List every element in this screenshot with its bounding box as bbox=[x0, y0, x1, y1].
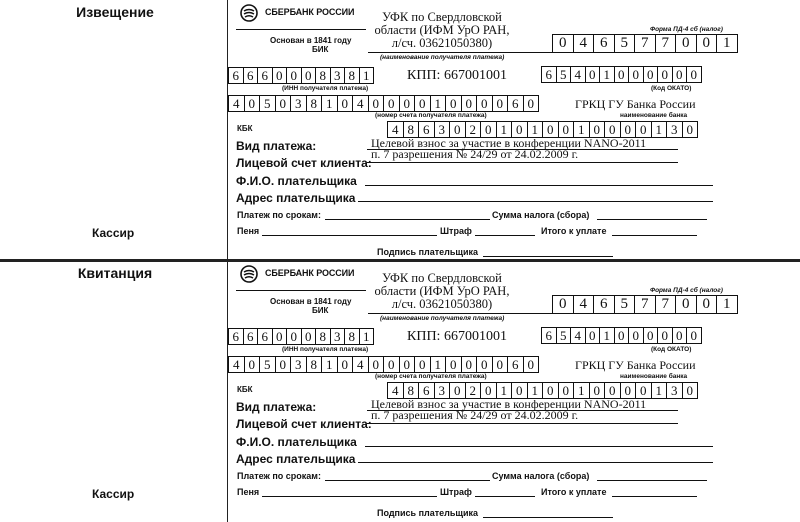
payer-name-field[interactable] bbox=[365, 446, 713, 447]
payer-name-label: Ф.И.О. плательщика bbox=[236, 174, 357, 188]
digit-cell: 6 bbox=[542, 327, 557, 344]
digit-cell: 1 bbox=[322, 95, 338, 112]
digit-cell: 3 bbox=[331, 328, 346, 345]
receipt-title: Квитанция bbox=[77, 265, 153, 281]
digit-cell: 0 bbox=[543, 121, 559, 138]
digit-cell: 3 bbox=[667, 121, 683, 138]
digit-cell: 8 bbox=[404, 382, 420, 399]
payment-type-line: п. 7 разрешения № 24/29 от 24.02.2009 г. bbox=[371, 408, 579, 422]
kpp-value: КПП: 667001001 bbox=[407, 329, 507, 344]
bank-name-value: ГРКЦ ГУ Банка России bbox=[575, 97, 696, 111]
sberbank-logo bbox=[240, 265, 360, 283]
digit-cell: 4 bbox=[229, 95, 245, 112]
bik-field bbox=[552, 295, 738, 314]
receiver-name bbox=[366, 272, 518, 311]
digit-cell: 0 bbox=[629, 66, 644, 83]
digit-cell: 0 bbox=[687, 66, 702, 83]
account-holder-label: Лицевой счет клиента: bbox=[236, 156, 372, 170]
digit-cell: 1 bbox=[600, 327, 615, 344]
total-field[interactable] bbox=[612, 235, 697, 236]
digit-cell: 0 bbox=[384, 356, 400, 373]
digit-cell: 0 bbox=[450, 382, 466, 399]
account-caption: (номер счета получателя платежа) bbox=[375, 112, 487, 119]
digit-cell: 6 bbox=[258, 328, 273, 345]
divider bbox=[0, 261, 800, 262]
payment-terms-field[interactable] bbox=[325, 480, 490, 481]
digit-cell: 0 bbox=[287, 67, 302, 84]
digit-cell: 0 bbox=[673, 66, 688, 83]
digit-cell: 6 bbox=[594, 295, 615, 314]
payment-type-line: Целевой взнос за участие в конференции NANO-2011 bbox=[371, 397, 647, 411]
founded-text: Основан в 1841 году bbox=[270, 297, 352, 306]
digit-cell: 0 bbox=[697, 295, 718, 314]
digit-cell: 3 bbox=[291, 95, 307, 112]
digit-cell: 0 bbox=[590, 121, 606, 138]
digit-cell: 0 bbox=[615, 327, 630, 344]
digit-cell: 0 bbox=[524, 356, 540, 373]
fine-field[interactable] bbox=[475, 496, 535, 497]
digit-cell: 6 bbox=[229, 67, 244, 84]
bik-label: БИК bbox=[312, 45, 329, 54]
bik-label: БИК bbox=[312, 306, 329, 315]
digit-cell: 5 bbox=[260, 95, 276, 112]
cashier-label: Кассир bbox=[92, 487, 135, 501]
digit-cell: 4 bbox=[574, 295, 595, 314]
digit-cell: 1 bbox=[652, 121, 668, 138]
inn-caption: (ИНН получателя платежа) bbox=[282, 346, 369, 353]
digit-cell: 0 bbox=[697, 34, 718, 53]
digit-cell: 0 bbox=[590, 382, 606, 399]
digit-cell: 0 bbox=[338, 356, 354, 373]
payment-terms-label: Платеж по срокам: bbox=[237, 471, 321, 481]
okato-caption: (Код ОКАТО) bbox=[651, 85, 692, 92]
tax-amount-field[interactable] bbox=[597, 480, 707, 481]
digit-cell: 6 bbox=[508, 95, 524, 112]
penalty-label: Пеня bbox=[237, 487, 260, 497]
tax-amount-label: Сумма налога (сбора) bbox=[492, 471, 590, 481]
inn-caption: (ИНН получателя платежа) bbox=[282, 85, 369, 92]
digit-cell: 1 bbox=[652, 382, 668, 399]
okato-field bbox=[541, 66, 702, 83]
digit-cell: 0 bbox=[644, 327, 659, 344]
digit-cell: 0 bbox=[493, 356, 509, 373]
digit-cell: 0 bbox=[462, 95, 478, 112]
digit-cell: 2 bbox=[466, 121, 482, 138]
digit-cell: 0 bbox=[629, 327, 644, 344]
okato-field bbox=[541, 327, 702, 344]
total-label: Итого к уплате bbox=[541, 487, 607, 497]
digit-cell: 7 bbox=[656, 34, 677, 53]
payer-address-field[interactable] bbox=[358, 201, 713, 202]
digit-cell: 0 bbox=[621, 382, 637, 399]
signature-label: Подпись плательщика bbox=[377, 247, 479, 257]
receiver-line: области (ИФМ УрО РАН, bbox=[374, 284, 510, 298]
digit-cell: 3 bbox=[435, 382, 451, 399]
total-label: Итого к уплате bbox=[541, 226, 607, 236]
digit-cell: 0 bbox=[400, 356, 416, 373]
digit-cell: 5 bbox=[615, 295, 636, 314]
digit-cell: 0 bbox=[477, 95, 493, 112]
signature-label: Подпись плательщика bbox=[377, 508, 479, 518]
penalty-field[interactable] bbox=[262, 235, 437, 236]
digit-cell: 8 bbox=[316, 328, 331, 345]
digit-cell: 0 bbox=[559, 121, 575, 138]
form-label: Форма ПД-4 сб (налог) bbox=[650, 26, 723, 33]
receiver-line: л/сч. 03621050380) bbox=[391, 36, 493, 50]
receiver-line: УФК по Свердловской bbox=[382, 271, 502, 285]
digit-cell: 2 bbox=[466, 382, 482, 399]
digit-cell: 0 bbox=[673, 327, 688, 344]
digit-cell: 7 bbox=[656, 295, 677, 314]
digit-cell: 0 bbox=[605, 121, 621, 138]
digit-cell: 4 bbox=[574, 34, 595, 53]
digit-cell: 0 bbox=[400, 95, 416, 112]
digit-cell: 4 bbox=[353, 95, 369, 112]
digit-cell: 8 bbox=[404, 121, 420, 138]
founded-text: Основан в 1841 году bbox=[270, 36, 352, 45]
account-holder-label: Лицевой счет клиента: bbox=[236, 417, 372, 431]
digit-cell: 0 bbox=[512, 382, 528, 399]
form-label: Форма ПД-4 сб (налог) bbox=[650, 287, 723, 294]
payer-address-label: Адрес плательщика bbox=[236, 191, 356, 205]
digit-cell: 0 bbox=[273, 67, 288, 84]
digit-cell: 6 bbox=[594, 34, 615, 53]
digit-cell: 0 bbox=[658, 66, 673, 83]
digit-cell: 6 bbox=[229, 328, 244, 345]
digit-cell: 1 bbox=[717, 34, 738, 53]
bank-name-value: ГРКЦ ГУ Банка России bbox=[575, 358, 696, 372]
digit-cell: 0 bbox=[636, 121, 652, 138]
okato-caption: (Код ОКАТО) bbox=[651, 346, 692, 353]
digit-cell: 0 bbox=[302, 328, 317, 345]
sberbank-logo-icon bbox=[240, 265, 258, 283]
digit-cell: 0 bbox=[493, 95, 509, 112]
digit-cell: 3 bbox=[435, 121, 451, 138]
receipt-section bbox=[0, 261, 800, 522]
sberbank-logo bbox=[240, 4, 360, 22]
digit-cell: 5 bbox=[557, 66, 572, 83]
bik-field bbox=[552, 34, 738, 53]
bank-name: СБЕРБАНК РОССИИ bbox=[265, 7, 355, 17]
digit-cell: 0 bbox=[559, 382, 575, 399]
digit-cell: 1 bbox=[528, 121, 544, 138]
inn-field bbox=[228, 328, 374, 345]
digit-cell: 6 bbox=[258, 67, 273, 84]
digit-cell: 0 bbox=[415, 356, 431, 373]
digit-cell: 1 bbox=[574, 121, 590, 138]
digit-cell: 6 bbox=[419, 121, 435, 138]
digit-cell: 0 bbox=[676, 295, 697, 314]
inn-field bbox=[228, 67, 374, 84]
divider bbox=[227, 0, 228, 259]
digit-cell: 0 bbox=[415, 95, 431, 112]
digit-cell: 6 bbox=[508, 356, 524, 373]
digit-cell: 0 bbox=[273, 328, 288, 345]
payment-terms-field[interactable] bbox=[325, 219, 490, 220]
digit-cell: 8 bbox=[316, 67, 331, 84]
payment-type-line: п. 7 разрешения № 24/29 от 24.02.2009 г. bbox=[371, 147, 579, 161]
receiver-caption: (наименование получателя платежа) bbox=[380, 315, 505, 322]
payment-terms-label: Платеж по срокам: bbox=[237, 210, 321, 220]
digit-cell: 0 bbox=[512, 121, 528, 138]
digit-cell: 0 bbox=[644, 66, 659, 83]
account-field bbox=[228, 356, 539, 373]
digit-cell: 0 bbox=[553, 34, 574, 53]
digit-cell: 0 bbox=[450, 121, 466, 138]
kbk-label: КБК bbox=[237, 385, 253, 394]
digit-cell: 7 bbox=[635, 34, 656, 53]
tax-amount-label: Сумма налога (сбора) bbox=[492, 210, 590, 220]
digit-cell: 6 bbox=[244, 328, 259, 345]
receiver-line: УФК по Свердловской bbox=[382, 10, 502, 24]
digit-cell: 1 bbox=[574, 382, 590, 399]
digit-cell: 0 bbox=[369, 95, 385, 112]
digit-cell: 0 bbox=[287, 328, 302, 345]
receiver-caption: (наименование получателя платежа) bbox=[380, 54, 505, 61]
total-field[interactable] bbox=[612, 496, 697, 497]
digit-cell: 4 bbox=[388, 121, 404, 138]
digit-cell: 4 bbox=[229, 356, 245, 373]
digit-cell: 1 bbox=[322, 356, 338, 373]
account-field bbox=[228, 95, 539, 112]
digit-cell: 0 bbox=[384, 95, 400, 112]
digit-cell: 4 bbox=[353, 356, 369, 373]
fine-label: Штраф bbox=[440, 226, 472, 236]
digit-cell: 0 bbox=[543, 382, 559, 399]
digit-cell: 0 bbox=[658, 327, 673, 344]
digit-cell: 0 bbox=[586, 327, 601, 344]
digit-cell: 5 bbox=[615, 34, 636, 53]
digit-cell: 0 bbox=[446, 95, 462, 112]
receiver-line: области (ИФМ УрО РАН, bbox=[374, 23, 510, 37]
digit-cell: 1 bbox=[497, 121, 513, 138]
digit-cell: 3 bbox=[331, 67, 346, 84]
penalty-label: Пеня bbox=[237, 226, 260, 236]
payment-type-label: Вид платежа: bbox=[236, 139, 317, 153]
digit-cell: 0 bbox=[481, 121, 497, 138]
digit-cell: 3 bbox=[291, 356, 307, 373]
digit-cell: 0 bbox=[477, 356, 493, 373]
kpp-value: КПП: 667001001 bbox=[407, 68, 507, 83]
digit-cell: 8 bbox=[345, 328, 360, 345]
digit-cell: 8 bbox=[307, 356, 323, 373]
digit-cell: 8 bbox=[345, 67, 360, 84]
digit-cell: 0 bbox=[245, 356, 261, 373]
kbk-label: КБК bbox=[237, 124, 253, 133]
payer-address-field[interactable] bbox=[358, 462, 713, 463]
digit-cell: 7 bbox=[635, 295, 656, 314]
payment-type-label: Вид платежа: bbox=[236, 400, 317, 414]
payer-name-label: Ф.И.О. плательщика bbox=[236, 435, 357, 449]
digit-cell: 1 bbox=[717, 295, 738, 314]
digit-cell: 1 bbox=[528, 382, 544, 399]
digit-cell: 0 bbox=[636, 382, 652, 399]
cashier-label: Кассир bbox=[92, 226, 135, 240]
fine-field[interactable] bbox=[475, 235, 535, 236]
digit-cell: 8 bbox=[307, 95, 323, 112]
digit-cell: 0 bbox=[524, 95, 540, 112]
digit-cell: 5 bbox=[260, 356, 276, 373]
digit-cell: 1 bbox=[360, 67, 375, 84]
notice-title: Извещение bbox=[76, 4, 154, 20]
digit-cell: 0 bbox=[276, 356, 292, 373]
bank-name: СБЕРБАНК РОССИИ bbox=[265, 268, 355, 278]
digit-cell: 0 bbox=[553, 295, 574, 314]
receiver-name bbox=[366, 11, 518, 50]
digit-cell: 6 bbox=[542, 66, 557, 83]
digit-cell: 1 bbox=[431, 356, 447, 373]
divider bbox=[227, 261, 228, 522]
bank-caption: наименование банка bbox=[620, 373, 688, 380]
payer-address-label: Адрес плательщика bbox=[236, 452, 356, 466]
signature-field[interactable] bbox=[483, 256, 613, 257]
digit-cell: 4 bbox=[571, 327, 586, 344]
fine-label: Штраф bbox=[440, 487, 472, 497]
digit-cell: 1 bbox=[600, 66, 615, 83]
account-caption: (номер счета получателя платежа) bbox=[375, 373, 487, 380]
digit-cell: 0 bbox=[683, 382, 699, 399]
digit-cell: 6 bbox=[419, 382, 435, 399]
sberbank-logo-icon bbox=[240, 4, 258, 22]
digit-cell: 0 bbox=[621, 121, 637, 138]
digit-cell: 5 bbox=[557, 327, 572, 344]
payer-name-field[interactable] bbox=[365, 185, 713, 186]
bank-caption: наименование банка bbox=[620, 112, 688, 119]
digit-cell: 0 bbox=[302, 67, 317, 84]
digit-cell: 0 bbox=[615, 66, 630, 83]
digit-cell: 6 bbox=[244, 67, 259, 84]
signature-field[interactable] bbox=[483, 517, 613, 518]
digit-cell: 0 bbox=[676, 34, 697, 53]
digit-cell: 0 bbox=[446, 356, 462, 373]
digit-cell: 1 bbox=[497, 382, 513, 399]
digit-cell: 0 bbox=[683, 121, 699, 138]
digit-cell: 0 bbox=[369, 356, 385, 373]
digit-cell: 4 bbox=[571, 66, 586, 83]
digit-cell: 0 bbox=[462, 356, 478, 373]
receiver-line: л/сч. 03621050380) bbox=[391, 297, 493, 311]
digit-cell: 0 bbox=[481, 382, 497, 399]
digit-cell: 0 bbox=[245, 95, 261, 112]
digit-cell: 1 bbox=[431, 95, 447, 112]
digit-cell: 0 bbox=[338, 95, 354, 112]
digit-cell: 4 bbox=[388, 382, 404, 399]
digit-cell: 0 bbox=[276, 95, 292, 112]
digit-cell: 1 bbox=[360, 328, 375, 345]
digit-cell: 0 bbox=[586, 66, 601, 83]
payment-type-line: Целевой взнос за участие в конференции NANO-2011 bbox=[371, 136, 647, 150]
tax-amount-field[interactable] bbox=[597, 219, 707, 220]
digit-cell: 0 bbox=[687, 327, 702, 344]
penalty-field[interactable] bbox=[262, 496, 437, 497]
digit-cell: 0 bbox=[605, 382, 621, 399]
digit-cell: 3 bbox=[667, 382, 683, 399]
